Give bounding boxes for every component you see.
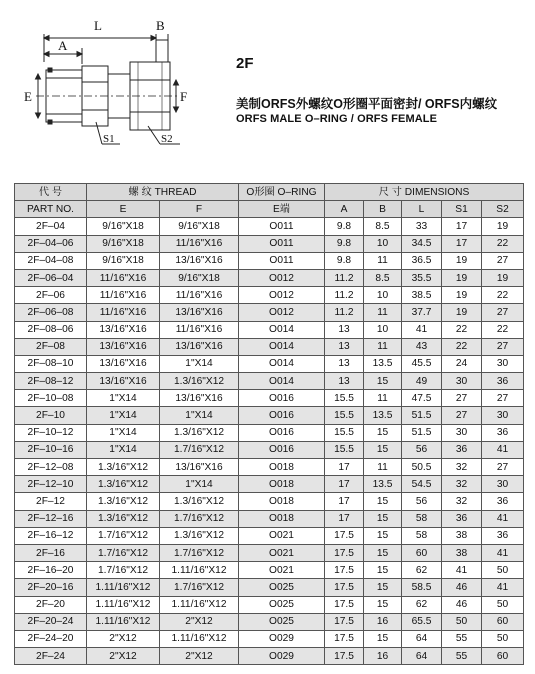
cell-oring: O014 — [239, 373, 325, 390]
cell-thread-e: 11/16"X16 — [87, 304, 160, 321]
cell-dim-l: 64 — [402, 648, 442, 665]
cell-dim-b: 10 — [364, 321, 402, 338]
cell-dim-a: 15.5 — [325, 407, 364, 424]
header-thread: 螺 纹 THREAD — [87, 184, 239, 201]
cell-oring: O014 — [239, 338, 325, 355]
cell-dim-s1: 17 — [442, 218, 482, 235]
header-part-no: PART NO. — [15, 201, 87, 218]
cell-thread-f: 1.7/16"X12 — [160, 441, 239, 458]
cell-thread-e: 1.11/16"X12 — [87, 613, 160, 630]
table-row — [15, 373, 524, 390]
cell-dim-s1: 46 — [442, 596, 482, 613]
cell-oring: O029 — [239, 630, 325, 647]
table-row — [15, 287, 524, 304]
cell-dim-a: 13 — [325, 373, 364, 390]
cell-oring: O021 — [239, 527, 325, 544]
table-row — [15, 459, 524, 476]
cell-part-no: 2F–20–24 — [15, 613, 87, 630]
cell-dim-s1: 30 — [442, 424, 482, 441]
cell-dim-b: 16 — [364, 648, 402, 665]
cell-dim-a: 15.5 — [325, 424, 364, 441]
header-row-2 — [15, 201, 524, 218]
cell-dim-a: 15.5 — [325, 390, 364, 407]
cell-part-no: 2F–06 — [15, 287, 87, 304]
cell-dim-s1: 19 — [442, 287, 482, 304]
table-row — [15, 510, 524, 527]
cell-oring: O014 — [239, 321, 325, 338]
cell-oring: O012 — [239, 304, 325, 321]
cell-thread-e: 11/16"X16 — [87, 269, 160, 286]
cell-dim-s1: 36 — [442, 441, 482, 458]
cell-thread-f: 1"X14 — [160, 355, 239, 372]
cell-dim-l: 35.5 — [402, 269, 442, 286]
cell-part-no: 2F–12 — [15, 493, 87, 510]
cell-oring: O018 — [239, 476, 325, 493]
cell-dim-l: 65.5 — [402, 613, 442, 630]
header-l: L — [402, 201, 442, 218]
cell-dim-a: 17 — [325, 459, 364, 476]
cell-oring: O016 — [239, 441, 325, 458]
label-s1: S1 — [103, 133, 115, 145]
cell-dim-s2: 60 — [482, 648, 524, 665]
cell-oring: O016 — [239, 407, 325, 424]
cell-part-no: 2F–16–12 — [15, 527, 87, 544]
cell-part-no: 2F–10–12 — [15, 424, 87, 441]
table-row — [15, 527, 524, 544]
cell-oring: O021 — [239, 562, 325, 579]
cell-dim-s1: 19 — [442, 304, 482, 321]
table-row — [15, 493, 524, 510]
cell-dim-s2: 27 — [482, 252, 524, 269]
cell-dim-a: 17.5 — [325, 613, 364, 630]
cell-dim-s2: 36 — [482, 493, 524, 510]
cell-thread-e: 1"X14 — [87, 424, 160, 441]
cell-dim-l: 64 — [402, 630, 442, 647]
cell-dim-s1: 32 — [442, 476, 482, 493]
cell-dim-b: 15 — [364, 579, 402, 596]
cell-dim-b: 11 — [364, 390, 402, 407]
cell-oring: O012 — [239, 287, 325, 304]
cell-thread-e: 9/16"X18 — [87, 235, 160, 252]
cell-thread-f: 9/16"X18 — [160, 269, 239, 286]
cell-dim-a: 13 — [325, 355, 364, 372]
cell-dim-l: 36.5 — [402, 252, 442, 269]
cell-thread-e: 13/16"X16 — [87, 373, 160, 390]
cell-dim-s1: 24 — [442, 355, 482, 372]
cell-dim-s2: 41 — [482, 441, 524, 458]
cell-dim-l: 58.5 — [402, 579, 442, 596]
cell-thread-f: 2"X12 — [160, 648, 239, 665]
cell-dim-l: 49 — [402, 373, 442, 390]
cell-dim-s2: 19 — [482, 218, 524, 235]
cell-thread-e: 9/16"X18 — [87, 252, 160, 269]
cell-oring: O012 — [239, 269, 325, 286]
cell-thread-f: 13/16"X16 — [160, 304, 239, 321]
cell-thread-e: 1"X14 — [87, 407, 160, 424]
cell-part-no: 2F–04–08 — [15, 252, 87, 269]
cell-dim-a: 17.5 — [325, 579, 364, 596]
cell-oring: O016 — [239, 424, 325, 441]
cell-thread-e: 1"X14 — [87, 441, 160, 458]
cell-thread-f: 11/16"X16 — [160, 235, 239, 252]
cell-dim-l: 60 — [402, 544, 442, 561]
cell-dim-s1: 27 — [442, 390, 482, 407]
cell-dim-l: 51.5 — [402, 424, 442, 441]
cell-dim-l: 50.5 — [402, 459, 442, 476]
table-row — [15, 613, 524, 630]
cell-thread-e: 1.3/16"X12 — [87, 459, 160, 476]
cell-thread-e: 2"X12 — [87, 648, 160, 665]
cell-dim-l: 62 — [402, 596, 442, 613]
cell-dim-l: 58 — [402, 510, 442, 527]
label-f: F — [180, 89, 188, 104]
table-row — [15, 355, 524, 372]
header-f: F — [160, 201, 239, 218]
cell-dim-b: 15 — [364, 510, 402, 527]
title-chinese: 美制ORFS外螺纹O形圈平面密封/ ORFS内螺纹 — [236, 97, 498, 111]
cell-dim-a: 17.5 — [325, 630, 364, 647]
cell-part-no: 2F–04 — [15, 218, 87, 235]
cell-dim-b: 15 — [364, 527, 402, 544]
cell-dim-s2: 22 — [482, 287, 524, 304]
table-row — [15, 424, 524, 441]
cell-thread-e: 11/16"X16 — [87, 287, 160, 304]
cell-dim-b: 15 — [364, 424, 402, 441]
cell-thread-e: 9/16"X18 — [87, 218, 160, 235]
table-row — [15, 562, 524, 579]
header-e: E — [87, 201, 160, 218]
cell-oring: O025 — [239, 579, 325, 596]
cell-dim-s2: 27 — [482, 304, 524, 321]
cell-dim-b: 13.5 — [364, 355, 402, 372]
cell-dim-b: 15 — [364, 373, 402, 390]
cell-part-no: 2F–06–08 — [15, 304, 87, 321]
cell-dim-a: 11.2 — [325, 269, 364, 286]
cell-dim-a: 17.5 — [325, 527, 364, 544]
cell-part-no: 2F–08–10 — [15, 355, 87, 372]
cell-dim-s2: 19 — [482, 269, 524, 286]
cell-dim-a: 17.5 — [325, 648, 364, 665]
header-row-1 — [15, 184, 524, 201]
cell-dim-s2: 30 — [482, 355, 524, 372]
cell-oring: O025 — [239, 613, 325, 630]
label-a: A — [58, 38, 68, 53]
cell-thread-e: 13/16"X16 — [87, 355, 160, 372]
cell-dim-s1: 38 — [442, 544, 482, 561]
cell-dim-s1: 30 — [442, 373, 482, 390]
cell-oring: O025 — [239, 596, 325, 613]
cell-dim-a: 17.5 — [325, 544, 364, 561]
cell-dim-s2: 27 — [482, 390, 524, 407]
cell-thread-f: 13/16"X16 — [160, 338, 239, 355]
table-row — [15, 630, 524, 647]
cell-dim-b: 15 — [364, 544, 402, 561]
cell-dim-s2: 36 — [482, 373, 524, 390]
table-row — [15, 596, 524, 613]
cell-dim-l: 51.5 — [402, 407, 442, 424]
cell-oring: O029 — [239, 648, 325, 665]
cell-thread-f: 1"X14 — [160, 407, 239, 424]
cell-dim-s2: 22 — [482, 321, 524, 338]
cell-part-no: 2F–20 — [15, 596, 87, 613]
cell-part-no: 2F–04–06 — [15, 235, 87, 252]
cell-dim-s2: 50 — [482, 562, 524, 579]
cell-oring: O011 — [239, 252, 325, 269]
cell-thread-f: 1.11/16"X12 — [160, 596, 239, 613]
product-code: 2F — [236, 55, 254, 72]
cell-thread-e: 1.3/16"X12 — [87, 476, 160, 493]
cell-dim-b: 8.5 — [364, 269, 402, 286]
cell-dim-a: 17 — [325, 493, 364, 510]
cell-dim-a: 17.5 — [325, 562, 364, 579]
cell-dim-s1: 22 — [442, 338, 482, 355]
cell-thread-e: 1.7/16"X12 — [87, 544, 160, 561]
table-row — [15, 579, 524, 596]
cell-dim-a: 11.2 — [325, 304, 364, 321]
cell-dim-s2: 41 — [482, 579, 524, 596]
table-row — [15, 269, 524, 286]
cell-dim-b: 11 — [364, 338, 402, 355]
cell-part-no: 2F–08–06 — [15, 321, 87, 338]
cell-dim-l: 62 — [402, 562, 442, 579]
table-row — [15, 252, 524, 269]
cell-part-no: 2F–10–08 — [15, 390, 87, 407]
cell-dim-l: 37.7 — [402, 304, 442, 321]
cell-part-no: 2F–10 — [15, 407, 87, 424]
cell-oring: O016 — [239, 390, 325, 407]
cell-dim-b: 13.5 — [364, 476, 402, 493]
cell-thread-f: 1.3/16"X12 — [160, 527, 239, 544]
cell-dim-b: 11 — [364, 252, 402, 269]
table-row — [15, 218, 524, 235]
cell-oring: O018 — [239, 459, 325, 476]
cell-thread-f: 13/16"X16 — [160, 390, 239, 407]
cell-oring: O014 — [239, 355, 325, 372]
cell-part-no: 2F–16–20 — [15, 562, 87, 579]
header-e-end: E端 — [239, 201, 325, 218]
cell-dim-s2: 27 — [482, 338, 524, 355]
cell-dim-s2: 22 — [482, 235, 524, 252]
cell-dim-s2: 41 — [482, 510, 524, 527]
cell-part-no: 2F–10–16 — [15, 441, 87, 458]
cell-dim-s2: 30 — [482, 476, 524, 493]
cell-dim-l: 47.5 — [402, 390, 442, 407]
header-code: 代 号 — [15, 184, 87, 201]
cell-dim-s2: 27 — [482, 459, 524, 476]
cell-dim-s1: 50 — [442, 613, 482, 630]
cell-dim-a: 13 — [325, 338, 364, 355]
cell-oring: O021 — [239, 544, 325, 561]
header-s2: S2 — [482, 201, 524, 218]
cell-thread-f: 1"X14 — [160, 476, 239, 493]
cell-dim-s2: 60 — [482, 613, 524, 630]
cell-dim-l: 38.5 — [402, 287, 442, 304]
cell-dim-s2: 41 — [482, 544, 524, 561]
cell-thread-e: 1"X14 — [87, 390, 160, 407]
cell-dim-b: 15 — [364, 441, 402, 458]
cell-oring: O011 — [239, 235, 325, 252]
cell-dim-b: 16 — [364, 613, 402, 630]
cell-dim-b: 15 — [364, 562, 402, 579]
cell-dim-l: 33 — [402, 218, 442, 235]
cell-dim-s1: 32 — [442, 493, 482, 510]
cell-dim-s2: 50 — [482, 630, 524, 647]
cell-dim-a: 17.5 — [325, 596, 364, 613]
cell-thread-f: 1.11/16"X12 — [160, 562, 239, 579]
cell-oring: O018 — [239, 493, 325, 510]
cell-thread-f: 1.3/16"X12 — [160, 424, 239, 441]
table-row — [15, 338, 524, 355]
cell-oring: O018 — [239, 510, 325, 527]
cell-dim-l: 43 — [402, 338, 442, 355]
cell-dim-b: 13.5 — [364, 407, 402, 424]
cell-dim-s2: 50 — [482, 596, 524, 613]
cell-part-no: 2F–08 — [15, 338, 87, 355]
cell-dim-a: 9.8 — [325, 252, 364, 269]
table-row — [15, 544, 524, 561]
cell-thread-f: 1.7/16"X12 — [160, 544, 239, 561]
table-row — [15, 476, 524, 493]
cell-part-no: 2F–12–08 — [15, 459, 87, 476]
header-dimensions: 尺 寸 DIMENSIONS — [325, 184, 524, 201]
cell-oring: O011 — [239, 218, 325, 235]
cell-dim-l: 45.5 — [402, 355, 442, 372]
cell-thread-e: 1.3/16"X12 — [87, 493, 160, 510]
cell-dim-a: 17 — [325, 510, 364, 527]
cell-thread-f: 1.3/16"X12 — [160, 373, 239, 390]
cell-dim-s2: 36 — [482, 527, 524, 544]
table-row — [15, 235, 524, 252]
cell-dim-s1: 19 — [442, 252, 482, 269]
cell-dim-s1: 46 — [442, 579, 482, 596]
cell-part-no: 2F–08–12 — [15, 373, 87, 390]
cell-part-no: 2F–06–04 — [15, 269, 87, 286]
cell-dim-s1: 55 — [442, 648, 482, 665]
cell-thread-e: 1.3/16"X12 — [87, 510, 160, 527]
cell-thread-f: 13/16"X16 — [160, 459, 239, 476]
cell-part-no: 2F–12–10 — [15, 476, 87, 493]
fitting-drawing — [8, 4, 198, 164]
cell-dim-s1: 41 — [442, 562, 482, 579]
cell-thread-e: 1.7/16"X12 — [87, 562, 160, 579]
cell-thread-e: 2"X12 — [87, 630, 160, 647]
table-row — [15, 321, 524, 338]
table-row — [15, 407, 524, 424]
cell-dim-a: 13 — [325, 321, 364, 338]
label-e: E — [24, 89, 32, 104]
cell-dim-s1: 32 — [442, 459, 482, 476]
cell-dim-a: 9.8 — [325, 235, 364, 252]
cell-dim-b: 10 — [364, 235, 402, 252]
cell-thread-f: 1.3/16"X12 — [160, 493, 239, 510]
label-s2: S2 — [161, 133, 173, 145]
cell-thread-e: 13/16"X16 — [87, 338, 160, 355]
cell-dim-a: 9.8 — [325, 218, 364, 235]
cell-thread-f: 13/16"X16 — [160, 252, 239, 269]
table-row — [15, 648, 524, 665]
cell-thread-e: 13/16"X16 — [87, 321, 160, 338]
label-b: B — [156, 18, 165, 33]
cell-dim-s1: 38 — [442, 527, 482, 544]
label-l: L — [94, 18, 102, 33]
cell-dim-l: 54.5 — [402, 476, 442, 493]
cell-thread-f: 11/16"X16 — [160, 287, 239, 304]
cell-dim-l: 58 — [402, 527, 442, 544]
cell-dim-s1: 27 — [442, 407, 482, 424]
cell-part-no: 2F–20–16 — [15, 579, 87, 596]
header-b: B — [364, 201, 402, 218]
header-a: A — [325, 201, 364, 218]
cell-dim-b: 15 — [364, 630, 402, 647]
cell-dim-s1: 55 — [442, 630, 482, 647]
cell-thread-f: 1.7/16"X12 — [160, 510, 239, 527]
cell-part-no: 2F–24 — [15, 648, 87, 665]
cell-dim-a: 17 — [325, 476, 364, 493]
cell-thread-e: 1.7/16"X12 — [87, 527, 160, 544]
cell-dim-a: 11.2 — [325, 287, 364, 304]
cell-thread-e: 1.11/16"X12 — [87, 596, 160, 613]
cell-dim-l: 56 — [402, 441, 442, 458]
spec-table — [14, 183, 524, 665]
title-english: ORFS MALE O–RING / ORFS FEMALE — [236, 113, 438, 125]
cell-thread-f: 9/16"X18 — [160, 218, 239, 235]
cell-dim-s1: 22 — [442, 321, 482, 338]
cell-thread-e: 1.11/16"X12 — [87, 579, 160, 596]
cell-part-no: 2F–24–20 — [15, 630, 87, 647]
table-row — [15, 304, 524, 321]
header-s1: S1 — [442, 201, 482, 218]
cell-dim-s2: 36 — [482, 424, 524, 441]
cell-dim-b: 15 — [364, 596, 402, 613]
cell-dim-b: 11 — [364, 304, 402, 321]
cell-thread-f: 11/16"X16 — [160, 321, 239, 338]
cell-dim-s1: 36 — [442, 510, 482, 527]
cell-dim-s1: 19 — [442, 269, 482, 286]
cell-dim-b: 11 — [364, 459, 402, 476]
cell-dim-l: 41 — [402, 321, 442, 338]
table-row — [15, 441, 524, 458]
cell-thread-f: 1.11/16"X12 — [160, 630, 239, 647]
cell-dim-l: 56 — [402, 493, 442, 510]
cell-dim-b: 15 — [364, 493, 402, 510]
cell-dim-a: 15.5 — [325, 441, 364, 458]
cell-part-no: 2F–16 — [15, 544, 87, 561]
table-row — [15, 390, 524, 407]
cell-dim-b: 10 — [364, 287, 402, 304]
cell-dim-s2: 30 — [482, 407, 524, 424]
cell-dim-b: 8.5 — [364, 218, 402, 235]
header-oring: O形圈 O–RING — [239, 184, 325, 201]
cell-thread-f: 1.7/16"X12 — [160, 579, 239, 596]
cell-dim-l: 34.5 — [402, 235, 442, 252]
cell-part-no: 2F–12–16 — [15, 510, 87, 527]
cell-thread-f: 2"X12 — [160, 613, 239, 630]
cell-dim-s1: 17 — [442, 235, 482, 252]
